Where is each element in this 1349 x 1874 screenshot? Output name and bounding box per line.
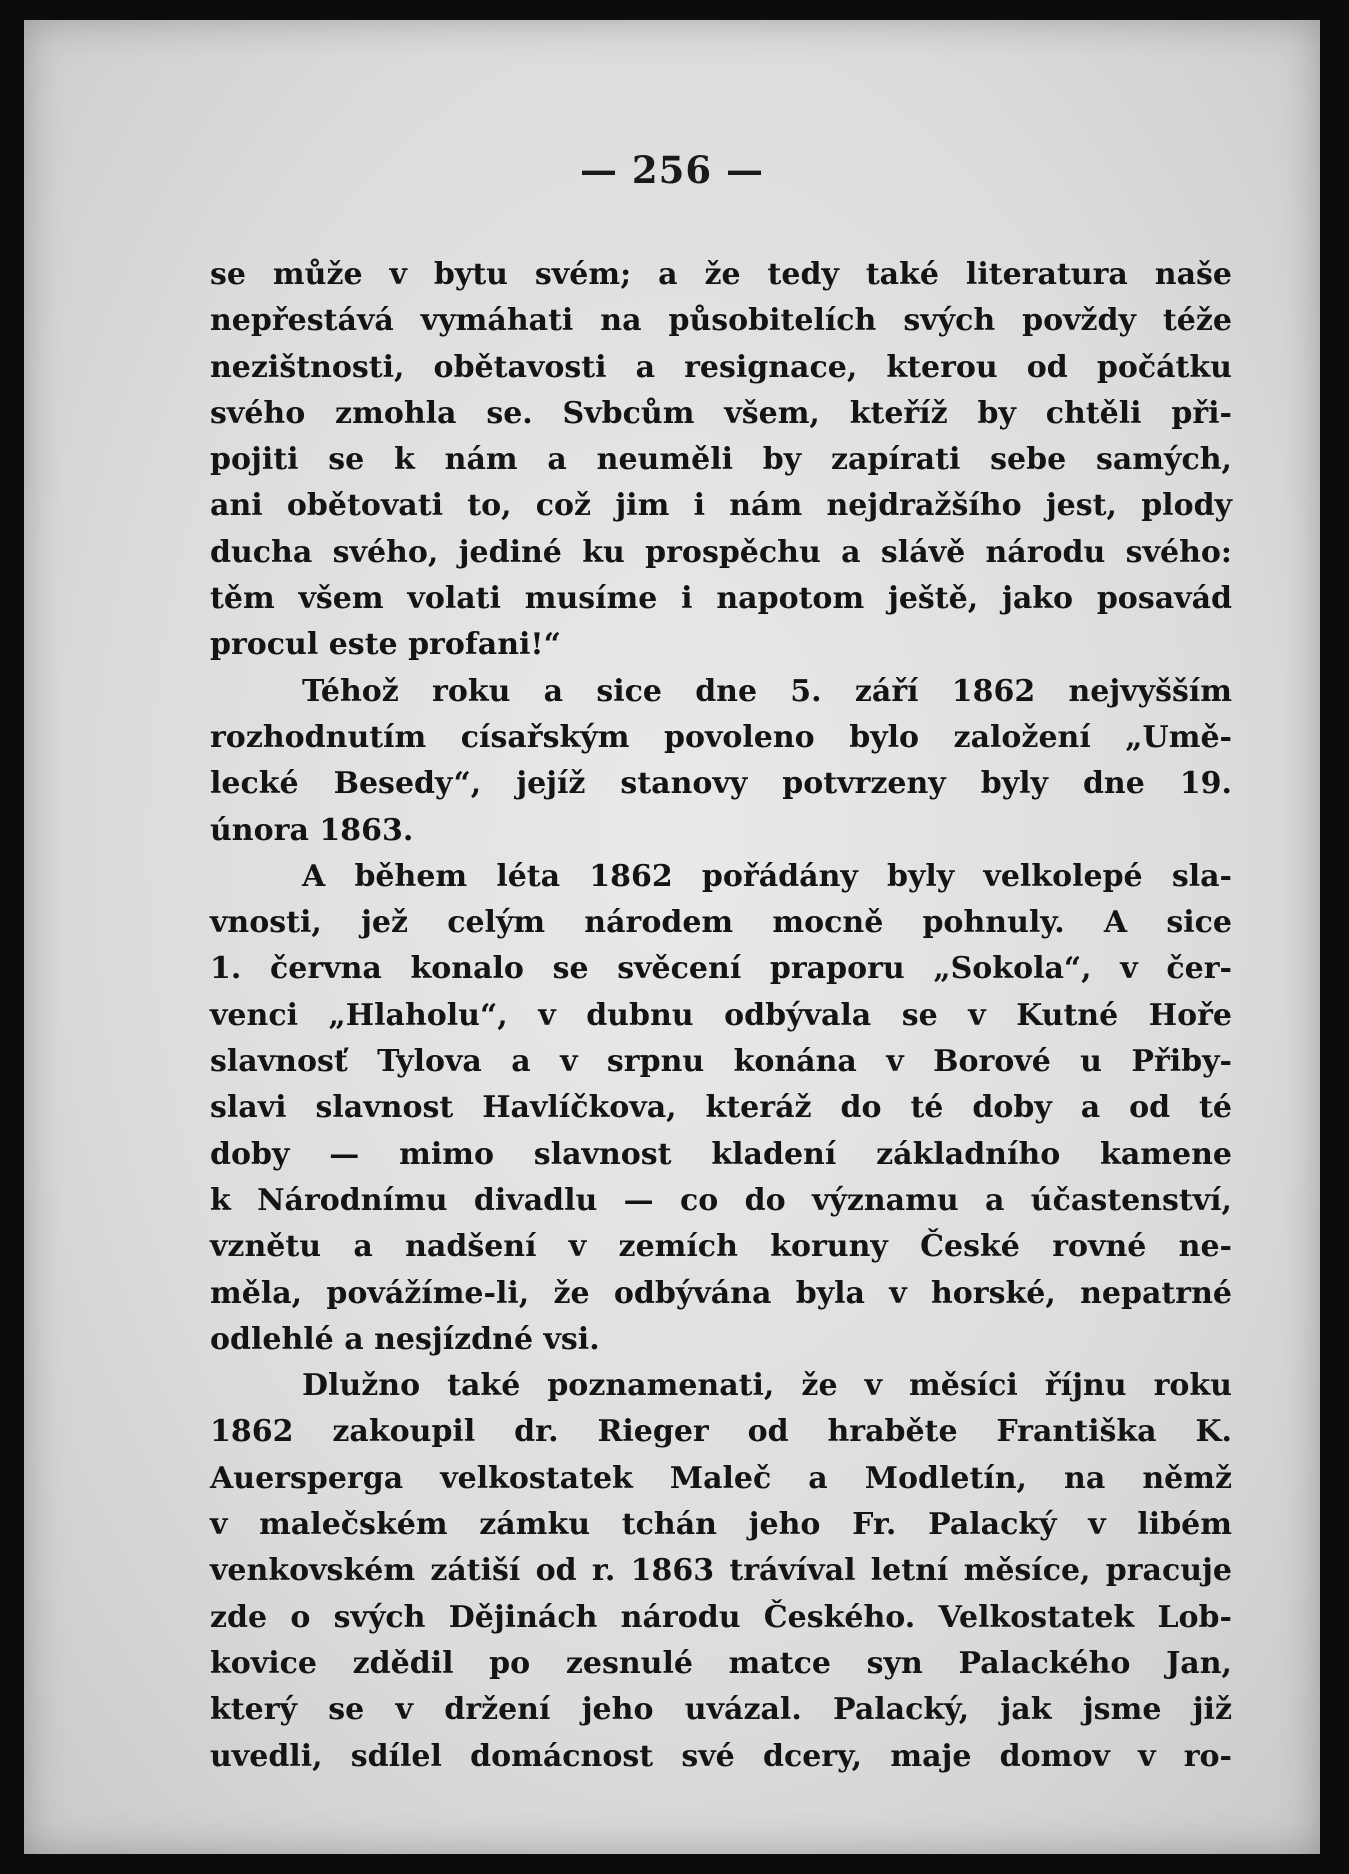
text-line: rozhodnutím císařským povoleno bylo založení „Umě-: [210, 719, 1232, 755]
text-line: uvedli, sdílel domácnost své dcery, maje domov v ro-: [210, 1738, 1232, 1774]
page-number: — 256 —: [580, 148, 764, 192]
text-line: v malečském zámku tchán jeho Fr. Palacký v libém: [210, 1507, 1232, 1543]
text-line: venkovském zátiší od r. 1863 trávíval letní měsíce, pracuje: [210, 1553, 1232, 1589]
text-line: venci „Hlaholu“, v dubnu odbývala se v Kutné Hoře: [210, 997, 1232, 1033]
body-text: [210, 252, 1232, 1780]
text-line: měla, povážíme-li, že odbývána byla v horské, nepatrné: [210, 1275, 1232, 1311]
book-page: [24, 20, 1320, 1854]
text-line: 1. června konalo se svěcení praporu „Sokola“, v čer-: [210, 951, 1232, 987]
text-line: vznětu a nadšení v zemích koruny České rovné ne-: [210, 1229, 1232, 1265]
text-line: ducha svého, jediné ku prospěchu a slávě národu svého:: [210, 534, 1232, 570]
text-line: A během léta 1862 pořádány byly velkolepé sla-: [302, 858, 1232, 894]
text-line: těm všem volati musíme i napotom ještě, jako posavád: [210, 581, 1232, 617]
text-line: ani obětovati to, což jim i nám nejdražšího jest, plody: [210, 488, 1232, 524]
text-line: doby — mimo slavnost kladení základního kamene: [210, 1136, 1232, 1172]
text-line: procul este profani!“: [210, 627, 561, 663]
text-line: pojiti se k nám a neuměli by zapírati sebe samých,: [210, 442, 1232, 478]
text-line: který se v držení jeho uvázal. Palacký, jak jsme již: [210, 1692, 1232, 1728]
text-line: slavnosť Tylova a v srpnu konána v Borové u Přiby-: [210, 1044, 1232, 1080]
text-line: února 1863.: [210, 812, 414, 848]
text-line: 1862 zakoupil dr. Rieger od hraběte Františka K.: [210, 1414, 1232, 1450]
text-line: Téhož roku a sice dne 5. září 1862 nejvyšším: [302, 673, 1232, 709]
text-line: vnosti, jež celým národem mocně pohnuly. A sice: [210, 905, 1232, 941]
text-line: odlehlé a nesjízdné vsi.: [210, 1321, 600, 1357]
text-line: nepřestává vymáhati na působitelích svých povždy téže: [210, 303, 1232, 339]
text-line: svého zmohla se. Svbcům všem, kteříž by chtěli při-: [210, 395, 1232, 431]
text-line: Auersperga velkostatek Maleč a Modletín, na němž: [210, 1460, 1232, 1496]
text-line: slavi slavnost Havlíčkova, kteráž do té doby a od té: [210, 1090, 1232, 1126]
text-line: nezištnosti, obětavosti a resignace, kterou od počátku: [210, 349, 1232, 385]
text-line: Dlužno také poznamenati, že v měsíci říjnu roku: [302, 1368, 1232, 1404]
text-line: lecké Besedy“, jejíž stanovy potvrzeny byly dne 19.: [210, 766, 1232, 802]
text-line: zde o svých Dějinách národu Českého. Velkostatek Lob-: [210, 1599, 1232, 1635]
text-line: se může v bytu svém; a že tedy také literatura naše: [210, 257, 1232, 292]
text-line: kovice zdědil po zesnulé matce syn Palackého Jan,: [210, 1645, 1232, 1681]
text-line: k Národnímu divadlu — co do významu a účastenství,: [210, 1182, 1232, 1218]
